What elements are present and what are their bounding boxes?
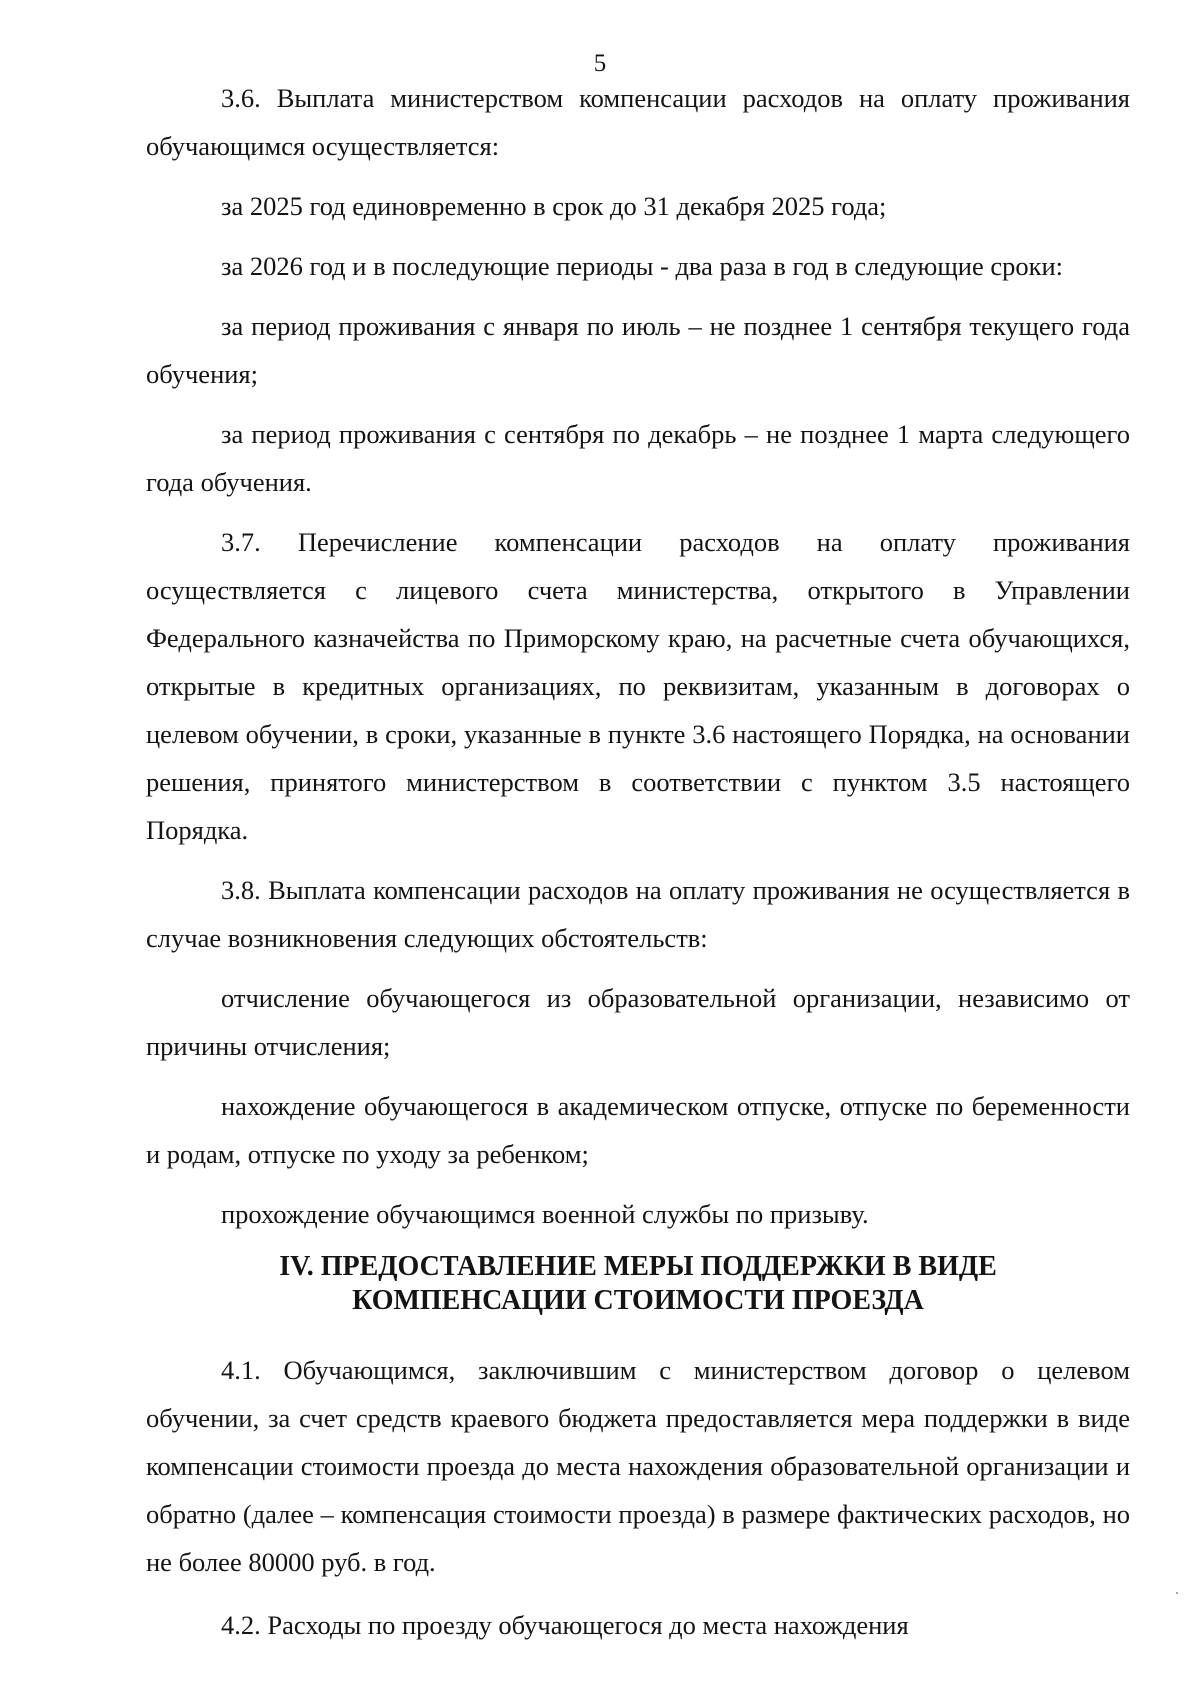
document-body	[146, 74, 1130, 1649]
paragraph-3-7: 3.7. Перечисление компенсации расходов на оплату проживания осуществляется с лицевого счета министерства, открытого в Управлении Федерального казначейства по Приморскому краю, на расчетные счета обучающихся, открытые в кредитных организациях, по реквизитам, указанным в договорах о целевом обучении, в сроки, указанные в пункте 3.6 настоящего Порядка, на основании решения, принятого министерством в соответствии с пунктом 3.5 настоящего Порядка.	[146, 527, 1130, 845]
paragraph-3-8-item-leave: нахождение обучающегося в академическом отпуске, отпуске по беременности и родам, отпуске по уходу за ребенком;	[146, 1091, 1130, 1169]
paragraph-3-8: 3.8. Выплата компенсации расходов на оплату проживания не осуществляется в случае возникновения следующих обстоятельств:	[146, 875, 1130, 953]
section-heading-line-1: IV. ПРЕДОСТАВЛЕНИЕ МЕРЫ ПОДДЕРЖКИ В ВИДЕ	[279, 1251, 997, 1282]
paragraph-3-8-item-military: прохождение обучающимся военной службы по призыву.	[221, 1199, 869, 1229]
paragraph-4-1: 4.1. Обучающимся, заключившим с министерством договор о целевом обучении, за счет средств краевого бюджета предоставляется мера поддержки в виде компенсации стоимости проезда до места нахождения образовательной организации и обратно (далее – компенсация стоимости проезда) в размере фактических расходов, но не более 80000 руб. в год.	[146, 1355, 1130, 1577]
paragraph-3-6-item-jan-jul: за период проживания с января по июль – не позднее 1 сентября текущего года обучения;	[146, 311, 1130, 389]
page-number: 5	[593, 50, 607, 77]
paragraph-3-8-item-expulsion: отчисление обучающегося из образовательной организации, независимо от причины отчисления;	[146, 983, 1130, 1061]
section-heading	[146, 1250, 1130, 1346]
section-heading-line-2: КОМПЕНСАЦИИ СТОИМОСТИ ПРОЕЗДА	[352, 1285, 924, 1316]
paragraph-3-6: 3.6. Выплата министерством компенсации расходов на оплату проживания обучающимся осуществляется:	[146, 83, 1130, 161]
paragraph-3-6-item-sep-dec: за период проживания с сентября по декабрь – не позднее 1 марта следующего года обучения.	[146, 419, 1130, 497]
scan-speck	[1176, 1592, 1178, 1594]
paragraph-3-6-item-2025: за 2025 год единовременно в срок до 31 декабря 2025 года;	[221, 191, 887, 221]
paragraph-4-2: 4.2. Расходы по проезду обучающегося до места нахождения	[221, 1610, 909, 1640]
paragraph-3-6-item-2026: за 2026 год и в последующие периоды - два раза в год в следующие сроки:	[221, 251, 1064, 281]
